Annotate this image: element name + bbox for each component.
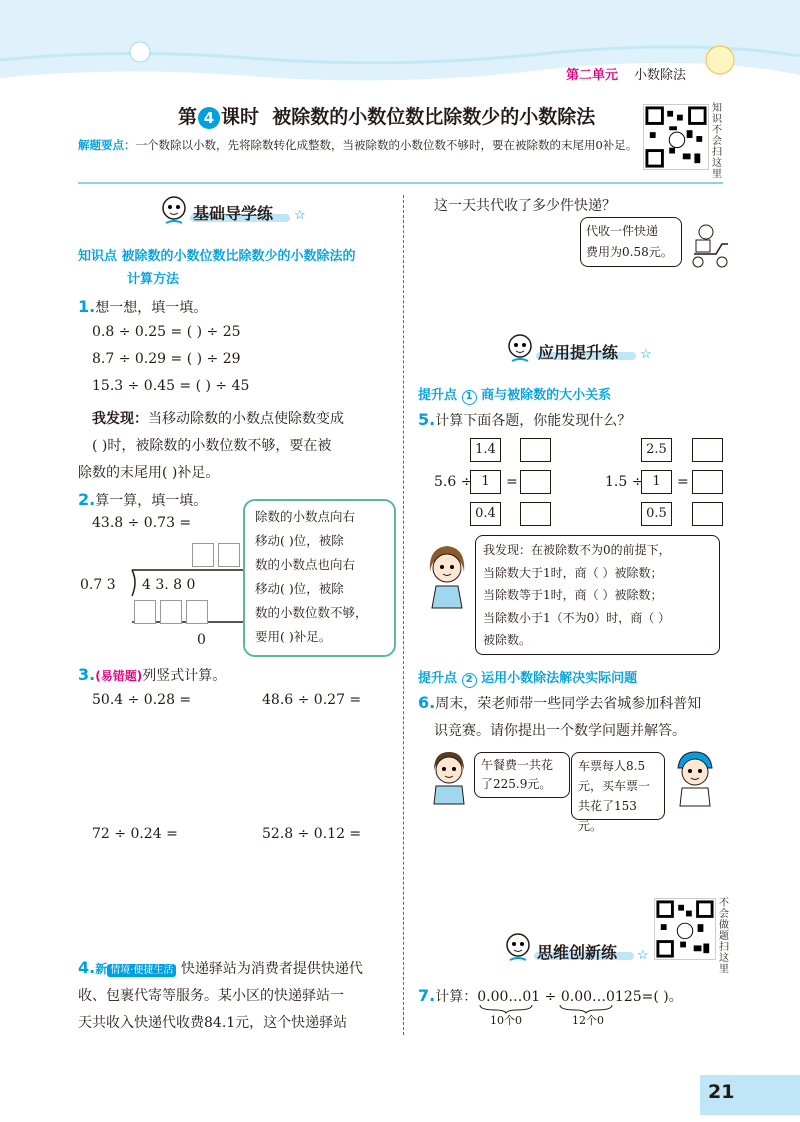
q2-hint-line-5: 数的小数位数不够， bbox=[255, 605, 368, 620]
q7-text: 计算：0.00…01 ÷ 0.00…0125=( )。 bbox=[435, 989, 683, 1005]
q2-hint-bubble bbox=[243, 499, 396, 657]
q4-line-1 bbox=[78, 958, 363, 978]
section-basic-title: 基础导学练 bbox=[193, 204, 274, 223]
knowledge-point-text: 被除数的小数位数比除数少的小数除法的 bbox=[121, 249, 356, 264]
q5-right-dividend: 1.5 ÷ bbox=[605, 474, 644, 490]
girl-character-icon bbox=[422, 542, 472, 612]
q5-number: 5. bbox=[418, 410, 436, 429]
student-character-icon bbox=[670, 748, 720, 808]
q7-under-label-1: 10个0 bbox=[490, 1014, 522, 1027]
q5-left-divisor-3: 0.4 bbox=[470, 502, 501, 526]
q6-line-1 bbox=[418, 693, 701, 713]
q6-left-bubble-line-2: 了225.9元。 bbox=[481, 777, 552, 791]
q5-finding-2: 当除数大于1时，商（ ）被除数； bbox=[483, 565, 663, 580]
q5-right-answer-2[interactable] bbox=[692, 470, 723, 494]
q2-hint-line-6: 要用( )补足。 bbox=[255, 629, 332, 644]
knowledge-point-line-1 bbox=[78, 245, 356, 264]
product-box-3[interactable] bbox=[186, 600, 208, 624]
product-box-2[interactable] bbox=[160, 600, 182, 624]
q5-left-answer-3[interactable] bbox=[520, 502, 551, 526]
q2-hint-line-4: 移动( )位，被除 bbox=[255, 581, 344, 596]
lesson-prefix: 第 bbox=[178, 106, 198, 128]
q2-hint-line-3: 数的小数点也向右 bbox=[255, 557, 356, 572]
q1-finding-3: 除数的末尾用( )补足。 bbox=[78, 465, 220, 481]
header-divider bbox=[78, 182, 723, 184]
section-apply-title: 应用提升练 bbox=[538, 343, 619, 362]
q5-left-dividend: 5.6 ÷ bbox=[434, 474, 473, 490]
q3-title: 列竖式计算。 bbox=[142, 668, 227, 684]
apply-point-1-num: 1 bbox=[462, 390, 477, 405]
q6-right-bubble-line-1: 车票每人8.5 bbox=[578, 759, 646, 773]
q5-left-divisor-1: 1.4 bbox=[470, 438, 501, 462]
solving-tip bbox=[78, 135, 638, 156]
divisor-digits: 0.7 3 bbox=[80, 577, 116, 593]
q1-finding-label: 我发现： bbox=[92, 411, 148, 427]
q5-right-divisor-1: 2.5 bbox=[641, 438, 672, 462]
qr-code-icon[interactable] bbox=[643, 104, 709, 170]
q4-line-4: 这一天共代收了多少件快递？ bbox=[434, 198, 616, 214]
q5-right-divisor-3: 0.5 bbox=[641, 502, 672, 526]
q6-right-bubble-line-3: 共花了153元。 bbox=[578, 799, 637, 833]
q3-heading bbox=[78, 665, 226, 685]
qr-code-icon[interactable] bbox=[654, 898, 716, 960]
q1-heading bbox=[78, 297, 207, 317]
q1-number: 1. bbox=[78, 297, 96, 316]
apply-point-2-label: 提升点 bbox=[418, 671, 458, 686]
apply-point-2 bbox=[418, 667, 637, 688]
q6-text-1: 周末，荣老师带一些同学去省城参加科普知 bbox=[435, 696, 702, 712]
q5-left-equals: = bbox=[506, 474, 518, 490]
apply-point-2-text: 运用小数除法解决实际问题 bbox=[481, 671, 638, 686]
q7-line bbox=[418, 986, 683, 1006]
lesson-title bbox=[178, 102, 595, 129]
q2-equation: 43.8 ÷ 0.73 = bbox=[92, 515, 192, 531]
teacher-character-icon bbox=[426, 748, 472, 806]
qr-caption-knowledge: 知识不会扫这里 bbox=[712, 103, 722, 180]
page-number: 21 bbox=[708, 1081, 735, 1103]
q5-left-answer-2[interactable] bbox=[520, 470, 551, 494]
q2-heading bbox=[78, 490, 207, 510]
q1-finding-text-1: 当移动除数的小数点使除数变成 bbox=[148, 411, 344, 427]
q3-expr-4: 52.8 ÷ 0.12 = bbox=[262, 826, 362, 842]
q1-title: 想一想，填一填。 bbox=[95, 300, 208, 316]
column-divider bbox=[403, 195, 404, 1035]
lesson-suffix: 课时 bbox=[221, 106, 260, 128]
q5-finding-5: 被除数。 bbox=[483, 633, 532, 647]
q4-bubble-line-2: 费用为0.58元。 bbox=[586, 245, 673, 259]
star-icon: ☆ bbox=[294, 208, 306, 223]
q5-finding-bubble bbox=[475, 535, 720, 655]
quotient-box-2[interactable] bbox=[218, 543, 240, 567]
tip-label: 解题要点： bbox=[78, 138, 136, 152]
lesson-name: 被除数的小数位数比除数少的小数除法 bbox=[272, 106, 596, 128]
q7-number: 7. bbox=[418, 986, 436, 1005]
mascot-icon bbox=[506, 333, 534, 365]
knowledge-point-label: 知识点 bbox=[78, 249, 118, 264]
q6-right-bubble-line-2: 元，买车票一 bbox=[578, 779, 651, 793]
q1-equation-2: 8.7 ÷ 0.29 = ( ) ÷ 29 bbox=[92, 351, 241, 367]
q1-equation-1: 0.8 ÷ 0.25 = ( ) ÷ 25 bbox=[92, 324, 241, 340]
q1-equation-3: 15.3 ÷ 0.45 = ( ) ÷ 45 bbox=[92, 378, 250, 394]
tip-text: 一个数除以小数，先将除数转化成整数，当被除数的小数位数不够时，要在被除数的末尾用0补足。 bbox=[135, 138, 638, 152]
q4-bubble-line-1: 代收一件快递 bbox=[586, 224, 659, 238]
q6-left-bubble bbox=[474, 752, 570, 798]
q6-left-bubble-line-1: 午餐费一共花 bbox=[481, 758, 554, 772]
q6-right-bubble bbox=[571, 752, 665, 833]
q6-number: 6. bbox=[418, 693, 436, 712]
q2-title: 算一算，填一填。 bbox=[95, 493, 208, 509]
q3-expr-2: 48.6 ÷ 0.27 = bbox=[262, 692, 362, 708]
q5-finding-3: 当除数等于1时，商（ ）被除数； bbox=[483, 588, 663, 602]
apply-point-1 bbox=[418, 384, 611, 405]
quotient-box-1[interactable] bbox=[192, 543, 214, 567]
q5-left-divisor-2: 1 bbox=[470, 470, 501, 494]
apply-point-1-label: 提升点 bbox=[418, 388, 458, 403]
q4-line-2: 收、包裹代寄等服务。某小区的快递驿站一 bbox=[78, 988, 344, 1004]
q5-left-answer-1[interactable] bbox=[520, 438, 551, 462]
dividend-digits: 4 3. 8 0 bbox=[142, 577, 196, 593]
q3-tag: (易错题) bbox=[95, 669, 143, 683]
q3-number: 3. bbox=[78, 665, 96, 684]
q2-hint-line-1: 除数的小数点向右 bbox=[255, 509, 356, 524]
q5-finding-1: 我发现：在被除数不为0的前提下， bbox=[483, 543, 671, 557]
unit-name: 小数除法 bbox=[634, 68, 687, 83]
header-wave-background bbox=[0, 0, 800, 110]
q5-title: 计算下面各题，你能发现什么？ bbox=[435, 413, 632, 429]
star-icon: ☆ bbox=[637, 948, 649, 963]
q5-right-answer-3[interactable] bbox=[692, 502, 723, 526]
section-think-title: 思维创新练 bbox=[537, 943, 618, 962]
remainder-zero: 0 bbox=[197, 632, 206, 648]
q3-expr-3: 72 ÷ 0.24 = bbox=[92, 826, 178, 842]
mascot-icon bbox=[504, 932, 532, 964]
q1-finding-2: ( )时，被除数的小数位数不够，要在被 bbox=[92, 438, 332, 454]
lesson-number-badge: 4 bbox=[198, 107, 220, 129]
unit-title: 第二单元 bbox=[566, 68, 619, 83]
q5-finding-4: 当除数小于1（不为0）时，商（ ） bbox=[483, 610, 671, 625]
qr-caption-problem: 不会做题扫这里 bbox=[719, 898, 729, 975]
courier-scooter-icon bbox=[686, 222, 732, 270]
q4-line-3: 天共收入快递代收费84.1元，这个快递驿站 bbox=[78, 1015, 348, 1031]
apply-point-2-num: 2 bbox=[462, 673, 477, 688]
q4-tag-context: 情境·便捷生活 bbox=[107, 964, 176, 977]
q1-finding-1 bbox=[92, 408, 344, 428]
q5-right-answer-1[interactable] bbox=[692, 438, 723, 462]
q2-hint-line-2: 移动( )位，被除 bbox=[255, 533, 344, 548]
q6-line-2: 识竞赛。请你提出一个数学问题并解答。 bbox=[434, 723, 686, 739]
mascot-icon bbox=[160, 195, 188, 227]
q4-speech-bubble bbox=[580, 217, 682, 267]
q7-under-label-2: 12个0 bbox=[572, 1014, 604, 1027]
q2-number: 2. bbox=[78, 490, 96, 509]
q4-tag-new: 新 bbox=[95, 962, 108, 976]
q4-number: 4. bbox=[78, 958, 96, 977]
knowledge-point-line-2: 计算方法 bbox=[127, 272, 180, 287]
page-number-tab bbox=[700, 1075, 800, 1115]
product-box-1[interactable] bbox=[134, 600, 156, 624]
star-icon: ☆ bbox=[640, 347, 652, 362]
q5-heading bbox=[418, 410, 631, 430]
q5-right-equals: = bbox=[677, 474, 689, 490]
apply-point-1-text: 商与被除数的大小关系 bbox=[481, 388, 612, 403]
q4-text-1: 快递驿站为消费者提供快递代 bbox=[180, 961, 363, 977]
q3-expr-1: 50.4 ÷ 0.28 = bbox=[92, 692, 192, 708]
q5-right-divisor-2: 1 bbox=[641, 470, 672, 494]
